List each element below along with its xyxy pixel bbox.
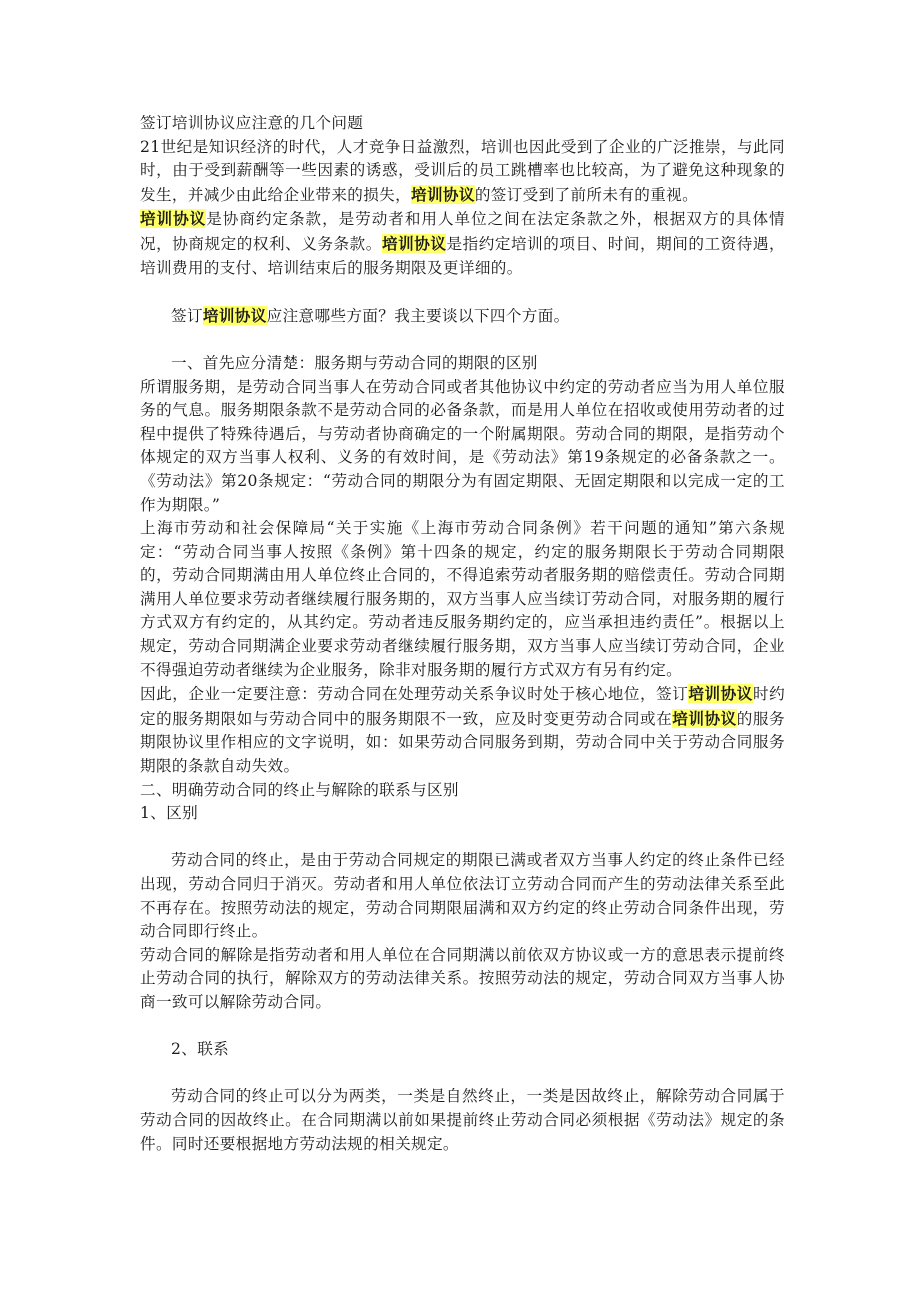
section2-subheading-1: 1、区别 [140, 804, 199, 823]
definition-text-b: 是指约定培训的项目、时间，期间的工资待遇，培训费用的支付、培训结束后的服务期限及更详细的。 [140, 234, 785, 277]
section2-paragraph-2: 劳动合同的解除是指劳动者和用人单位在合同期满以前依双方协议或一方的意思表示提前终止劳动合同的执行，解除双方的劳动法律关系。按照劳动法的规定，劳动合同双方当事人协商一致可以解除劳动合同。 [140, 945, 785, 1011]
section1-p3-text-b: 时约定的服务期限如与劳动合同中的服务期限不一致，应及时变更劳动合同或在 [140, 685, 786, 728]
section2-subheading-2: 2、联系 [171, 1040, 230, 1059]
question-text-a: 签订 [171, 306, 203, 325]
highlight-term: 培训协议 [381, 233, 447, 253]
blank-line [140, 826, 785, 850]
document-body [140, 112, 785, 1156]
question-text-b: 应注意哪些方面？我主要谈以下四个方面。 [266, 306, 570, 325]
document-title: 签订培训协议应注意的几个问题 [140, 114, 364, 132]
blank-line [140, 280, 785, 304]
highlight-term: 培训协议 [411, 184, 475, 204]
blank-line [140, 328, 785, 352]
section2-paragraph-3: 劳动合同的终止可以分为两类，一类是自然终止，一类是因故终止，解除劳动合同属于劳动合同的因故终止。在合同期满以前如果提前终止劳动合同必须根据《劳动法》规定的条件。同时还要根据地方劳动法规的相关规定。 [140, 1087, 785, 1153]
blank-line [140, 1015, 785, 1039]
section1-heading: 一、首先应分清楚：服务期与劳动合同的期限的区别 [171, 353, 538, 372]
definition-paragraph [140, 207, 785, 280]
definition-text-a: 是协商约定条款，是劳动者和用人单位之间在法定条款之外，根据双方的具体情况，协商规定的权利、义务条款。 [140, 210, 785, 253]
question-paragraph [140, 304, 785, 329]
blank-line [140, 1062, 785, 1086]
section1-p3-text-c: 的服务期限协议里作相应的文字说明，如：如果劳动合同服务到期，劳动合同中关于劳动合同服务期限的条款自动失效。 [140, 709, 785, 776]
section2-paragraph-1: 劳动合同的终止，是由于劳动合同规定的期限已满或者双方当事人约定的终止条件已经出现，劳动合同归于消灭。劳动者和用人单位依法订立劳动合同而产生的劳动法律关系至此不再存在。按照劳动法的规定，劳动合同期限届满和双方约定的终止劳动合同条件出现，劳动合同即行终止。 [140, 851, 785, 941]
section1-p3-text-a: 因此，企业一定要注意：劳动合同在处理劳动关系争议时处于核心地位，签订 [140, 685, 689, 704]
intro-paragraph [140, 136, 785, 208]
section1-paragraph-1: 所谓服务期，是劳动合同当事人在劳动合同或者其他协议中约定的劳动者应当为用人单位服务的气息。服务期限条款不是劳动合同的必备条款，而是用人单位在招收或使用劳动者的过程中提供了特殊待遇后，与劳动者协商确定的一个附属期限。劳动合同的期限，是指劳动个体规定的双方当事人权利、义务的有效时间，是《劳动法》第19条规定的必备条款之一。《劳动法》第20条规定：“劳动合同的期限分为有固定期限、无固定期限和以完成一定的工作为期限。” [140, 377, 785, 514]
intro-text-a: 21世纪是知识经济的时代，人才竞争日益激烈，培训也因此受到了企业的广泛推崇，与此同时，由于受到薪酬等一些因素的诱惑，受训后的员工跳槽率也比较高，为了避免这种现象的发生，并减少由此给企业带来的损失， [140, 137, 785, 204]
highlight-term: 培训协议 [688, 684, 753, 704]
highlight-term: 培训协议 [140, 209, 207, 229]
section1-paragraph-3 [140, 682, 785, 778]
highlight-term: 培训协议 [202, 305, 267, 325]
intro-text-b: 的签订受到了前所未有的重视。 [474, 185, 699, 204]
section1-paragraph-2: 上海市劳动和社会保障局“关于实施《上海市劳动合同条例》若干问题的通知”第六条规定：“劳动合同当事人按照《条例》第十四条的规定，约定的服务期限长于劳动合同期限的，劳动合同期满由用人单位终止合同的，不得追索劳动者服务期的赔偿责任。劳动合同期满用人单位要求劳动者继续履行服务期的，双方当事人应当续订劳动合同，对服务期的履行方式双方有约定的，从其约定。劳动者违反服务期约定的，应当承担违约责任”。根据以上规定，劳动合同期满企业要求劳动者继续履行服务期，双方当事人应当续订劳动合同，企业不得强迫劳动者继续为企业服务，除非对服务期的履行方式双方有另有约定。 [140, 519, 785, 679]
highlight-term: 培训协议 [672, 708, 737, 728]
section2-heading: 二、明确劳动合同的终止与解除的联系与区别 [140, 780, 459, 799]
